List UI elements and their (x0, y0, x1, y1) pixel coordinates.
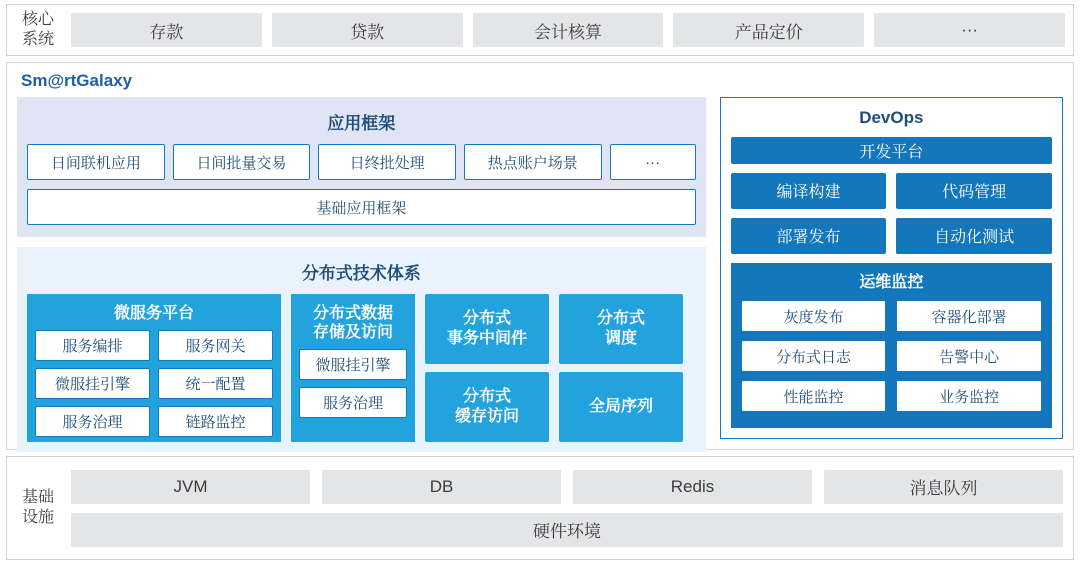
ops-chip-gray-release[interactable]: 灰度发布 (741, 300, 887, 332)
devops-automated-test[interactable]: 自动化测试 (896, 218, 1052, 254)
smartgalaxy-band (6, 62, 1074, 450)
ops-monitoring-row-1 (741, 300, 1042, 332)
ms-chip-service-orchestration[interactable]: 服务编排 (35, 330, 150, 361)
devops-deploy-release[interactable]: 部署发布 (731, 218, 887, 254)
ms-chip-service-gateway[interactable]: 服务网关 (158, 330, 273, 361)
core-systems-band (6, 4, 1074, 56)
infrastructure-row (71, 470, 1063, 504)
core-systems-items (69, 13, 1073, 47)
distributed-data-store-card (291, 294, 415, 442)
core-item-accounting[interactable]: 会计核算 (473, 13, 664, 47)
devops-panel (720, 97, 1063, 439)
devops-build[interactable]: 编译构建 (731, 173, 887, 209)
microservice-platform-title: 微服务平台 (113, 305, 194, 322)
microservice-chip-row-3 (35, 406, 273, 437)
core-item-more[interactable]: ··· (874, 13, 1065, 47)
app-item-hot-account[interactable]: 热点账户场景 (464, 144, 602, 180)
infra-item-message-queue[interactable]: 消息队列 (824, 470, 1063, 504)
infrastructure-items (69, 462, 1073, 555)
card-global-sequence-line1: 全局序列 (588, 398, 653, 415)
infra-item-redis[interactable]: Redis (573, 470, 812, 504)
ops-chip-containerized-deploy[interactable]: 容器化部署 (896, 300, 1042, 332)
infra-item-db[interactable]: DB (322, 470, 561, 504)
distributed-tech-grid (27, 294, 696, 442)
ms-chip-unified-config[interactable]: 统一配置 (158, 368, 273, 399)
card-distributed-cache[interactable] (425, 372, 549, 442)
card-distributed-schedule-line1: 分布式 (596, 310, 645, 327)
infra-item-hardware[interactable]: 硬件环境 (71, 513, 1063, 547)
platform-left-column (17, 97, 706, 439)
distributed-tech-title: 分布式技术体系 (301, 264, 421, 283)
ops-monitoring-title: 运维监控 (859, 273, 924, 291)
devops-code-management[interactable]: 代码管理 (896, 173, 1052, 209)
distributed-data-store-title (299, 300, 407, 349)
ms-chip-service-governance[interactable]: 服务治理 (35, 406, 150, 437)
infrastructure-label-line2: 设施 (21, 509, 54, 526)
application-framework-row (27, 144, 696, 180)
card-global-sequence[interactable] (559, 372, 683, 442)
distributed-transaction-column (425, 294, 549, 442)
application-framework-panel (17, 97, 706, 237)
ops-monitoring-card (731, 263, 1052, 428)
ops-monitoring-row-3 (741, 380, 1042, 412)
card-distributed-cache-line1: 分布式 (462, 388, 511, 405)
microservice-platform-card (27, 294, 281, 442)
distributed-data-store-title-line1: 分布式数据 (312, 305, 393, 322)
ops-chip-business-monitor[interactable]: 业务监控 (896, 380, 1042, 412)
ops-chip-performance-monitor[interactable]: 性能监控 (741, 380, 887, 412)
ms-chip-trace-monitor[interactable]: 链路监控 (158, 406, 273, 437)
core-systems-label (7, 10, 69, 50)
app-item-more[interactable]: ··· (610, 144, 696, 180)
devops-row-1 (731, 173, 1052, 209)
core-systems-label-line1: 核心 (21, 11, 54, 28)
devops-title: DevOps (859, 108, 924, 127)
card-distributed-transaction-line1: 分布式 (462, 310, 511, 327)
app-item-daytime-batch[interactable]: 日间批量交易 (173, 144, 311, 180)
app-item-eod-batch[interactable]: 日终批处理 (318, 144, 456, 180)
card-distributed-cache-line2: 缓存访问 (454, 408, 519, 425)
app-item-daytime-online[interactable]: 日间联机应用 (27, 144, 165, 180)
smartgalaxy-title: Sm@rtGalaxy (21, 71, 133, 90)
ops-chip-distributed-log[interactable]: 分布式日志 (741, 340, 887, 372)
core-item-deposit[interactable]: 存款 (71, 13, 262, 47)
ds-chip-service-governance[interactable]: 服务治理 (299, 387, 407, 418)
distributed-tech-panel (17, 247, 706, 452)
devops-dev-platform[interactable]: 开发平台 (731, 137, 1052, 164)
ms-chip-service-engine[interactable]: 微服挂引擎 (35, 368, 150, 399)
smartgalaxy-body (17, 97, 1063, 439)
infrastructure-label (7, 488, 69, 528)
infra-item-jvm[interactable]: JVM (71, 470, 310, 504)
app-item-base-framework[interactable]: 基础应用框架 (27, 189, 696, 225)
microservice-chip-row-1 (35, 330, 273, 361)
card-distributed-schedule[interactable] (559, 294, 683, 364)
card-distributed-schedule-line2: 调度 (604, 330, 637, 347)
card-distributed-transaction[interactable] (425, 294, 549, 364)
distributed-data-store-title-line2: 存储及访问 (312, 324, 393, 342)
core-systems-label-line2: 系统 (21, 31, 54, 48)
infrastructure-label-line1: 基础 (21, 489, 54, 506)
microservice-chip-row-2 (35, 368, 273, 399)
ops-monitoring-row-2 (741, 340, 1042, 372)
application-framework-title: 应用框架 (327, 114, 396, 133)
ops-chip-alert-center[interactable]: 告警中心 (896, 340, 1042, 372)
card-distributed-transaction-line2: 事务中间件 (446, 330, 527, 347)
core-item-loan[interactable]: 贷款 (272, 13, 463, 47)
infrastructure-band (6, 456, 1074, 560)
ds-chip-service-engine[interactable]: 微服挂引擎 (299, 349, 407, 380)
core-item-pricing[interactable]: 产品定价 (673, 13, 864, 47)
distributed-schedule-column (559, 294, 683, 442)
devops-row-2 (731, 218, 1052, 254)
